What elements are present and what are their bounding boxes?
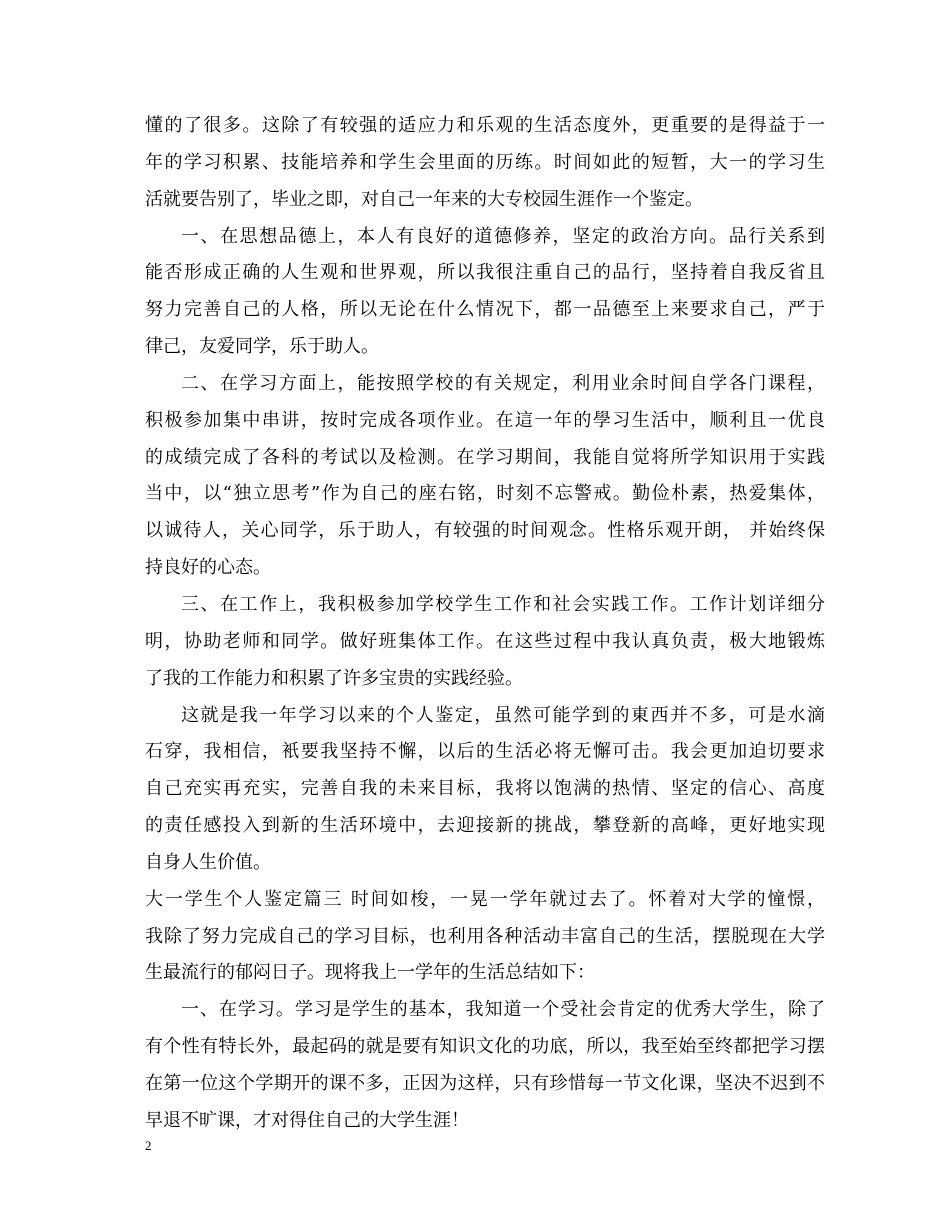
text-line: 自身人生价值。 xyxy=(145,851,271,873)
text-line: 早退不旷课，才对得住自己的大学生涯！ xyxy=(145,1109,469,1131)
text-line: 的成绩完成了各科的考试以及检测。在学习期间，我能自觉将所学知识用于实践 xyxy=(145,446,825,468)
text-line: 当中，以“独立思考”作为自己的座右铭，时刻不忘警戒。勤俭朴素，热爱集体， xyxy=(145,483,825,505)
text-line: 自己充实再充实，完善自我的未来目标，我将以饱满的热情、坚定的信心、高度 xyxy=(145,778,825,800)
text-line: 三、在工作上，我积极参加学校学生工作和社会实践工作。工作计划详细分 xyxy=(181,593,825,615)
text-line: 律己，友爱同学，乐于助人。 xyxy=(145,336,379,358)
text-line: 持良好的心态。 xyxy=(145,557,271,579)
text-line: 努力完善自己的人格，所以无论在什么情况下，都一品德至上来要求自己，严于 xyxy=(145,299,825,321)
text-line: 积极参加集中串讲，按时完成各项作业。在這一年的學习生活中，顺利且一优良 xyxy=(145,409,825,431)
text-line: 以诚待人，关心同学，乐于助人，有较强的时间观念。性格乐观开朗， 并始终保 xyxy=(145,520,825,542)
text-line: 懂的了很多。这除了有较强的适应力和乐观的生活态度外，更重要的是得益于一 xyxy=(145,115,825,136)
text-line: 的责任感投入到新的生活环境中，去迎接新的挑战，攀登新的高峰，更好地实现 xyxy=(145,815,825,837)
text-line: 生最流行的郁闷日子。现将我上一学年的生活总结如下： xyxy=(145,962,595,984)
text-line: 活就要告别了，毕业之即，对自己一年来的大专校园生涯作一个鉴定。 xyxy=(145,188,703,210)
text-line: 我除了努力完成自己的学习目标，也利用各种活动丰富自己的生活，摆脱现在大学 xyxy=(145,925,825,947)
text-line: 石穿，我相信，衹要我坚持不懈，以后的生活必将无懈可击。我会更加迫切要求 xyxy=(145,741,825,763)
text-line: 能否形成正确的人生观和世界观，所以我很注重自己的品行，坚持着自我反省且 xyxy=(145,262,825,284)
text-line: 一、在学习。学习是学生的基本，我知道一个受社会肯定的优秀大学生，除了 xyxy=(181,999,825,1021)
text-line: 年的学习积累、技能培养和学生会里面的历练。时间如此的短暂，大一的学习生 xyxy=(145,151,825,173)
text-line: 了我的工作能力和积累了许多宝贵的实践经验。 xyxy=(145,667,523,689)
text-line: 二、在学习方面上，能按照学校的有关规定，利用业余时间自学各门课程， xyxy=(181,372,825,394)
text-line: 明，协助老师和同学。做好班集体工作。在这些过程中我认真负责，极大地锻炼 xyxy=(145,630,825,652)
text-line: 有个性有特长外，最起码的就是要有知识文化的功底，所以，我至始至终都把学习摆 xyxy=(145,1036,825,1058)
text-line: 这就是我一年学习以来的个人鉴定，虽然可能学到的東西并不多，可是水滴 xyxy=(181,704,825,726)
page-number: 2 xyxy=(145,1138,152,1153)
text-line: 一、在思想品德上，本人有良好的道德修养，坚定的政治方向。品行关系到 xyxy=(181,225,825,247)
text-line: 在第一位这个学期开的课不多，正因为这样，只有珍惜每一节文化课，坚决不迟到不 xyxy=(145,1072,825,1094)
text-line: 大一学生个人鉴定篇三 时间如梭，一晃一学年就过去了。怀着对大学的憧憬， xyxy=(145,888,825,910)
body-text xyxy=(145,108,825,1140)
